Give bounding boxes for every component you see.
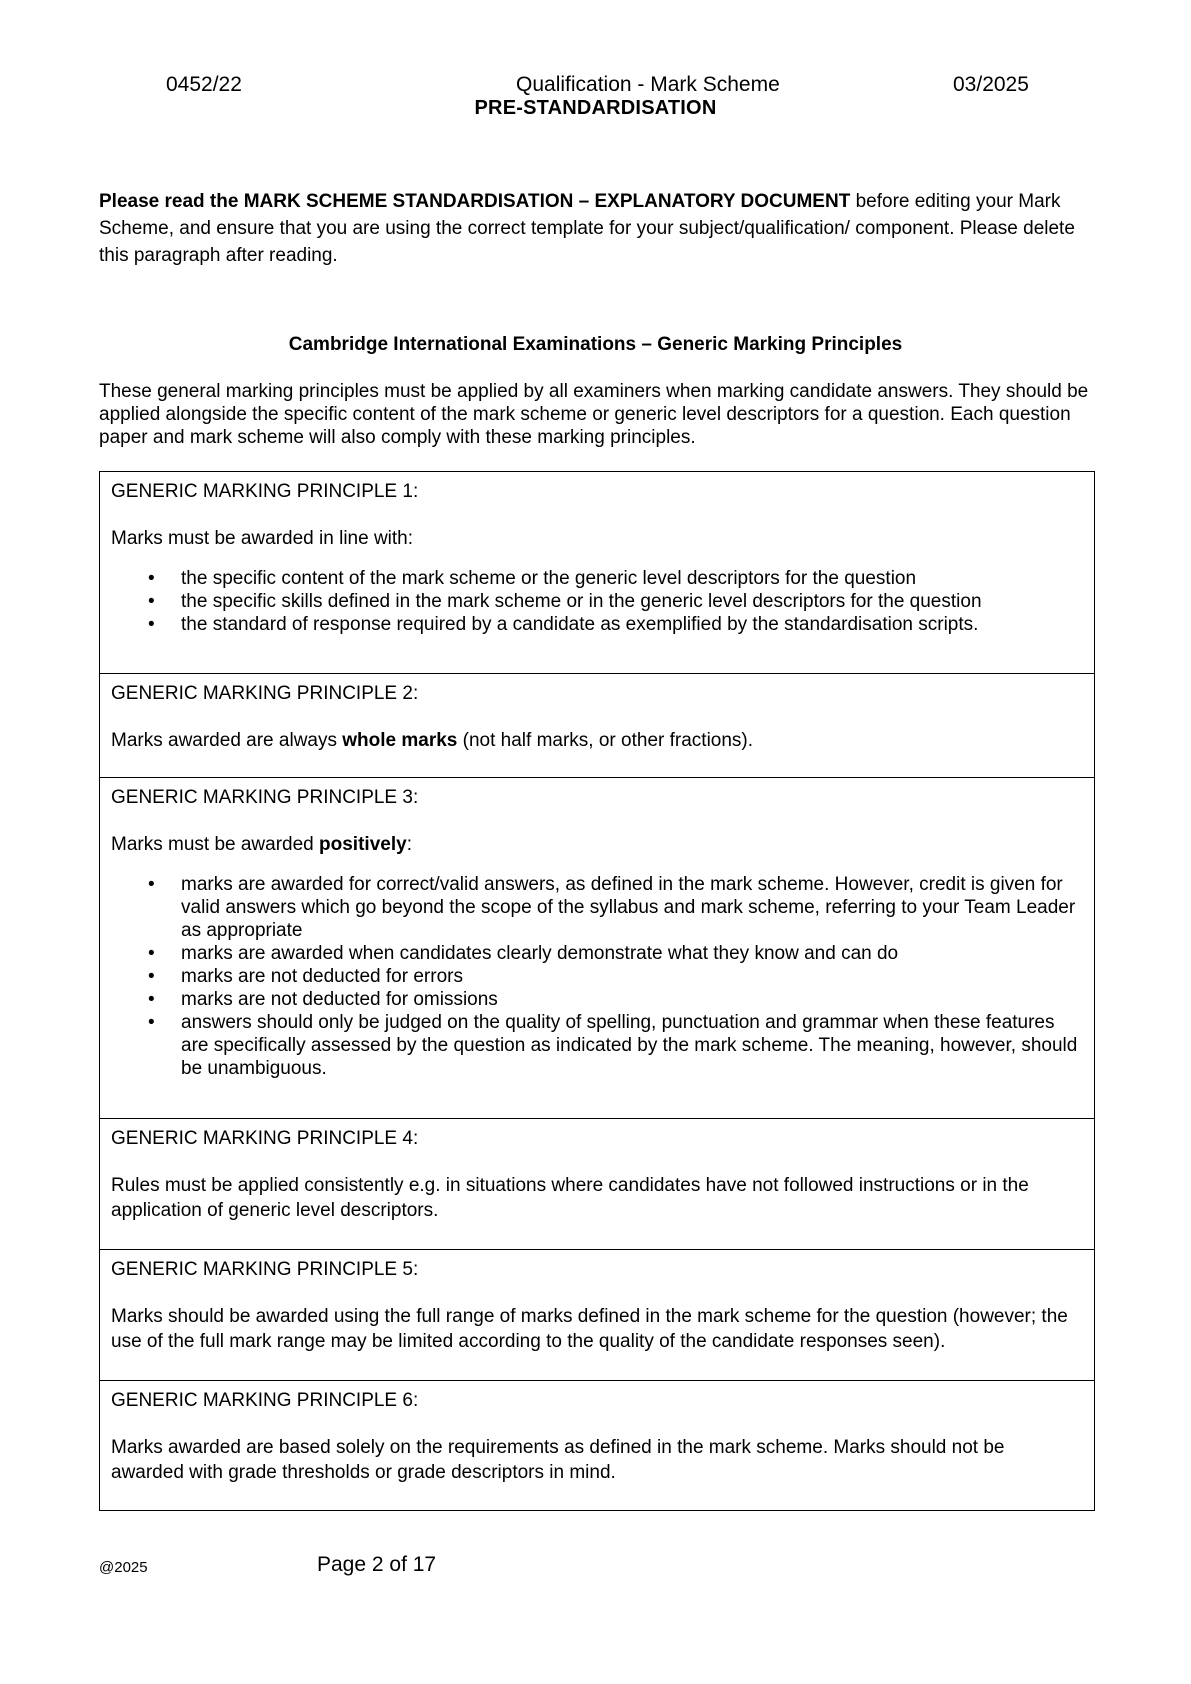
- principle-body: [111, 526, 1082, 551]
- principle-body: [111, 832, 1082, 857]
- list-item-text: marks are awarded when candidates clearly demonstrate what they know and can do: [181, 943, 899, 964]
- list-item-text: the standard of response required by a candidate as exemplified by the standardisation scripts.: [181, 614, 979, 635]
- principle-title: GENERIC MARKING PRINCIPLE 5:: [111, 1259, 419, 1280]
- principle-body: Rules must be applied consistently e.g. in situations where candidates have not followed instructions or in the application of generic level descriptors.: [111, 1175, 1029, 1221]
- list-item-text: marks are awarded for correct/valid answers, as defined in the mark scheme. However, credit is given for valid answers which go beyond the scope of the syllabus and mark scheme, referring to your Team Leader as appropriate: [181, 874, 1076, 941]
- principle-cell-4: [100, 1118, 1094, 1249]
- principle-body: Marks awarded are based solely on the requirements as defined in the mark scheme. Marks should not be awarded with grade thresholds or grade descriptors in mind.: [111, 1437, 1005, 1483]
- bullet-icon: •: [148, 966, 155, 987]
- list-item: [111, 942, 1082, 965]
- section-heading: Cambridge International Examinations – Generic Marking Principles: [288, 334, 903, 355]
- section-intro: These general marking principles must be applied by all examiners when marking candidate answers. They should be applied alongside the specific content of the mark scheme or generic level descriptors for a question. Each question paper and mark scheme will also comply with these marking principles.: [99, 381, 1089, 448]
- principle-cell-3: [100, 777, 1094, 1118]
- principle-body-post: (not half marks, or other fractions).: [457, 730, 754, 751]
- list-item: [111, 873, 1082, 942]
- principle-cell-2: [100, 673, 1094, 777]
- principle-body-post: :: [406, 834, 412, 855]
- principle-title: GENERIC MARKING PRINCIPLE 4:: [111, 1128, 419, 1149]
- principle-cell-1: [100, 472, 1094, 673]
- bullet-icon: •: [148, 568, 155, 589]
- principle-cell-6: [100, 1380, 1094, 1510]
- principles-table: [99, 471, 1095, 1511]
- list-item: [111, 613, 1082, 636]
- bullet-icon: •: [148, 989, 155, 1010]
- list-item-text: marks are not deducted for omissions: [181, 989, 498, 1010]
- list-item-text: marks are not deducted for errors: [181, 966, 463, 987]
- list-item-text: answers should only be judged on the quality of spelling, punctuation and grammar when these features are specifically assessed by the question as indicated by the mark scheme. The meaning, however, should be unambiguous.: [181, 1012, 1078, 1079]
- principle-title: GENERIC MARKING PRINCIPLE 1:: [111, 481, 419, 502]
- list-item: [111, 590, 1082, 613]
- principle-title: GENERIC MARKING PRINCIPLE 3:: [111, 787, 419, 808]
- bullet-icon: •: [148, 614, 155, 635]
- principle-body-bold: whole marks: [342, 730, 458, 751]
- footer-copyright: @2025: [99, 1559, 148, 1576]
- bullet-icon: •: [148, 874, 155, 895]
- bullet-icon: •: [148, 943, 155, 964]
- principle-body-bold: positively: [319, 834, 407, 855]
- intro-rest: before editing your Mark Scheme, and ensure that you are using the correct template for your subject/qualification/ component. Please delete this paragraph after reading.: [99, 191, 1075, 266]
- principle-cell-5: [100, 1249, 1094, 1380]
- list-item: [111, 567, 1082, 590]
- intro-lead-bold: Please read the MARK SCHEME STANDARDISATION – EXPLANATORY DOCUMENT: [99, 191, 851, 212]
- list-item: [111, 1011, 1082, 1080]
- list-item: [111, 965, 1082, 988]
- principle-body-pre: Marks must be awarded: [111, 834, 320, 855]
- principle-bullet-list: [111, 873, 1082, 1080]
- intro-paragraph: [99, 188, 1099, 269]
- bullet-icon: •: [148, 1012, 155, 1033]
- principle-body-text: Marks must be awarded in line with:: [111, 528, 414, 549]
- principle-title: GENERIC MARKING PRINCIPLE 6:: [111, 1390, 419, 1411]
- bullet-icon: •: [148, 591, 155, 612]
- header-subtitle: PRE-STANDARDISATION: [474, 97, 717, 119]
- header-code: 0452/22: [166, 73, 242, 96]
- principle-title: GENERIC MARKING PRINCIPLE 2:: [111, 683, 419, 704]
- list-item-text: the specific content of the mark scheme or the generic level descriptors for the question: [181, 568, 917, 589]
- list-item-text: the specific skills defined in the mark scheme or in the generic level descriptors for the question: [181, 591, 982, 612]
- principle-bullet-list: [111, 567, 1082, 636]
- header-title: Qualification - Mark Scheme: [516, 73, 780, 96]
- footer-page-number: Page 2 of 17: [317, 1553, 437, 1576]
- header-date: 03/2025: [953, 73, 1029, 96]
- principle-body: [111, 728, 1082, 753]
- principle-body: Marks should be awarded using the full range of marks defined in the mark scheme for the question (however; the use of the full mark range may be limited according to the quality of the candidate responses seen).: [111, 1306, 1068, 1352]
- principle-body-pre: Marks awarded are always: [111, 730, 343, 751]
- list-item: [111, 988, 1082, 1011]
